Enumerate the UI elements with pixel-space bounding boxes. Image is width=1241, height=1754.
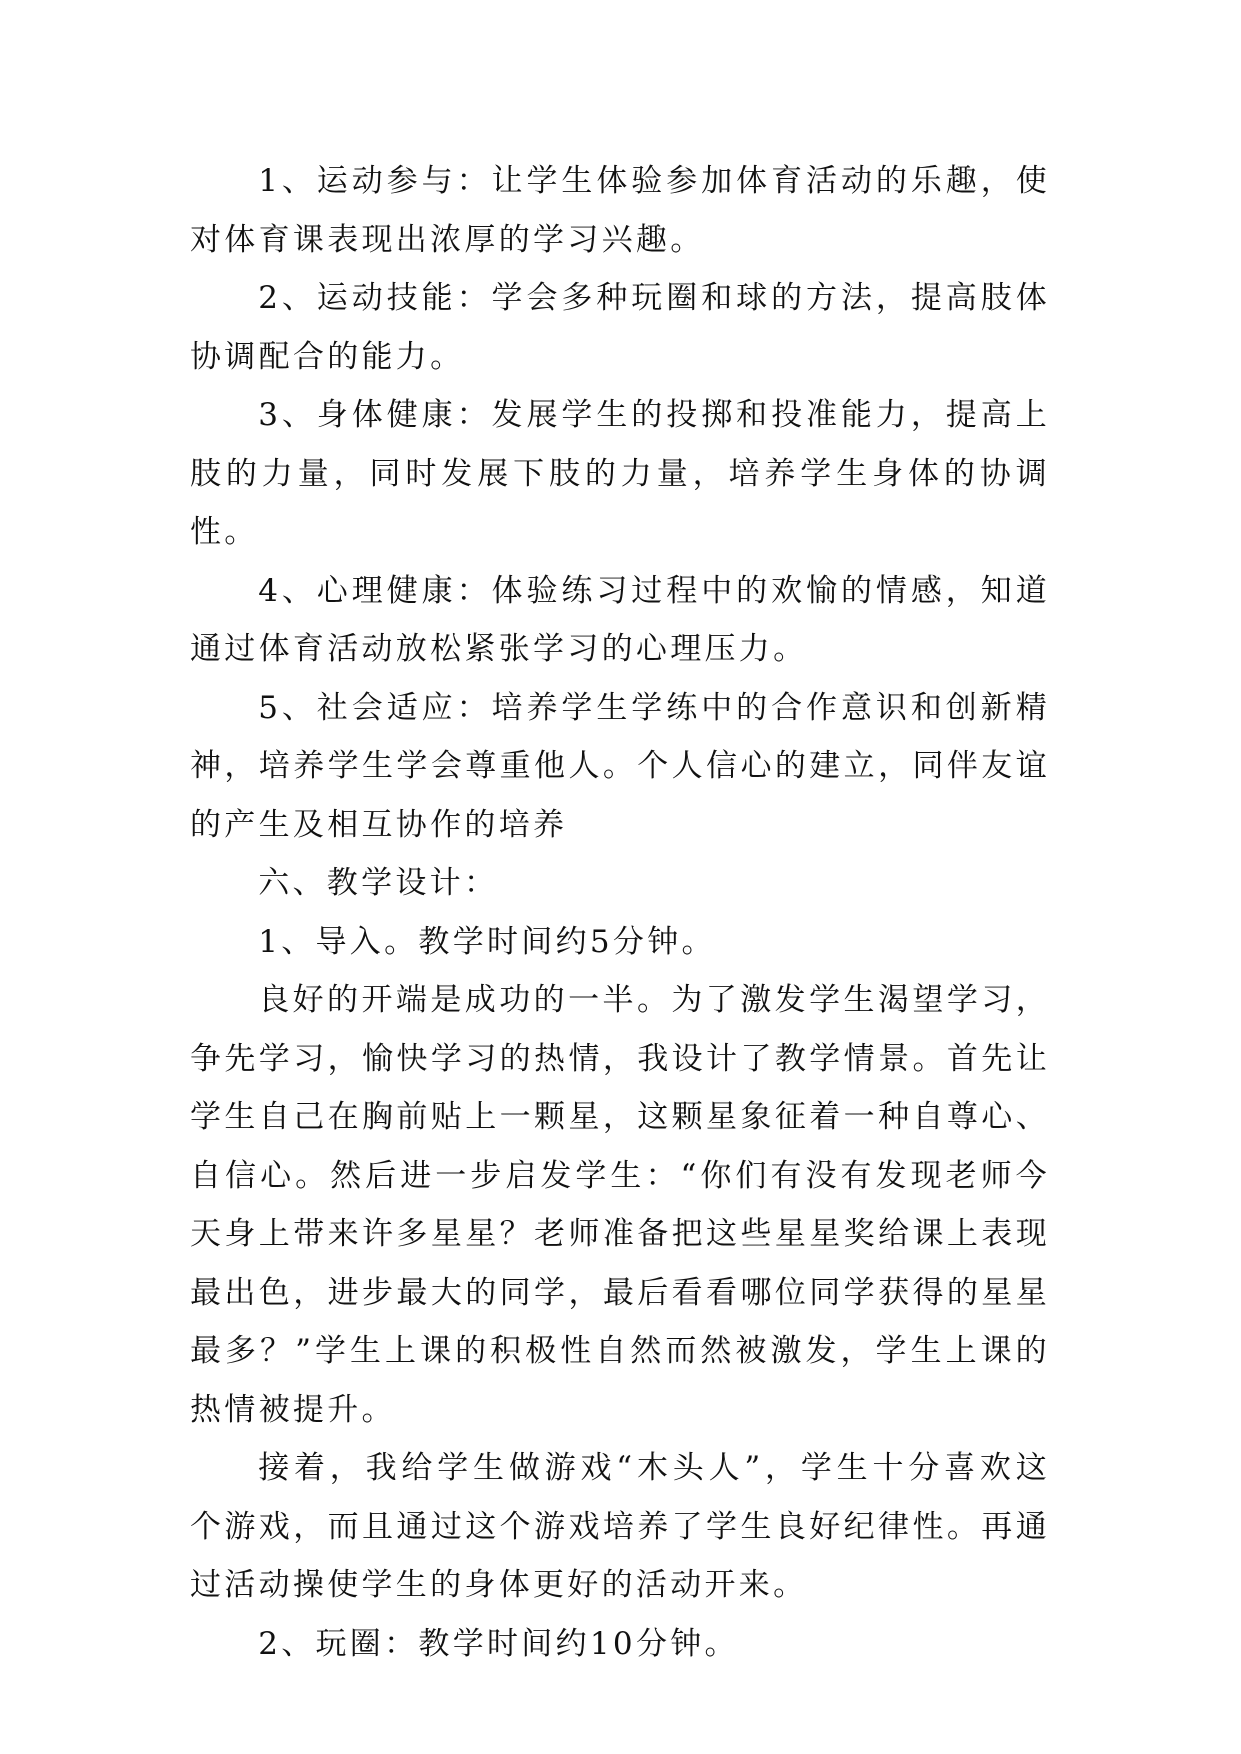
paragraph-goal-health: 3、身体健康：发展学生的投掷和投准能力，提高上肢的力量，同时发展下肢的力量，培养学生身体的协调性。 — [190, 397, 1050, 550]
subheading-hoop-play: 2、玩圈：教学时间约10分钟。 — [258, 1625, 739, 1662]
section-heading-teaching-design: 六、教学设计： — [258, 865, 499, 901]
paragraph-game: 接着，我给学生做游戏“木头人”，学生十分喜欢这个游戏，而且通过这个游戏培养了学生良好纪律性。再通过活动操使学生的身体更好的活动开来。 — [190, 1450, 1050, 1603]
paragraph-introduction: 良好的开端是成功的一半。为了激发学生渴望学习，争先学习，愉快学习的热情，我设计了教学情景。首先让学生自己在胸前贴上一颗星，这颗星象征着一种自尊心、自信心。然后进一步启发学生：“你们有没有发现老师今天身上带来许多星星？老师准备把这些星星奖给课上表现最出色，进步最大的同学，最后看看哪位同学获得的星星最多？”学生上课的积极性自然而然被激发，学生上课的热情被提升。 — [190, 982, 1050, 1428]
paragraph-goal-skills: 2、运动技能：学会多种玩圈和球的方法，提高肢体协调配合的能力。 — [190, 280, 1050, 375]
subheading-introduction: 1、导入。教学时间约5分钟。 — [258, 923, 716, 960]
paragraph-goal-social: 5、社会适应：培养学生学练中的合作意识和创新精神，培养学生学会尊重他人。个人信心的建立，同伴友谊的产生及相互协作的培养 — [190, 689, 1050, 843]
document-body — [190, 152, 1050, 1673]
paragraph-goal-mental: 4、心理健康：体验练习过程中的欢愉的情感，知道通过体育活动放松紧张学习的心理压力。 — [190, 572, 1050, 667]
paragraph-goal-participation: 1、运动参与：让学生体验参加体育活动的乐趣，使对体育课表现出浓厚的学习兴趣。 — [190, 163, 1050, 258]
